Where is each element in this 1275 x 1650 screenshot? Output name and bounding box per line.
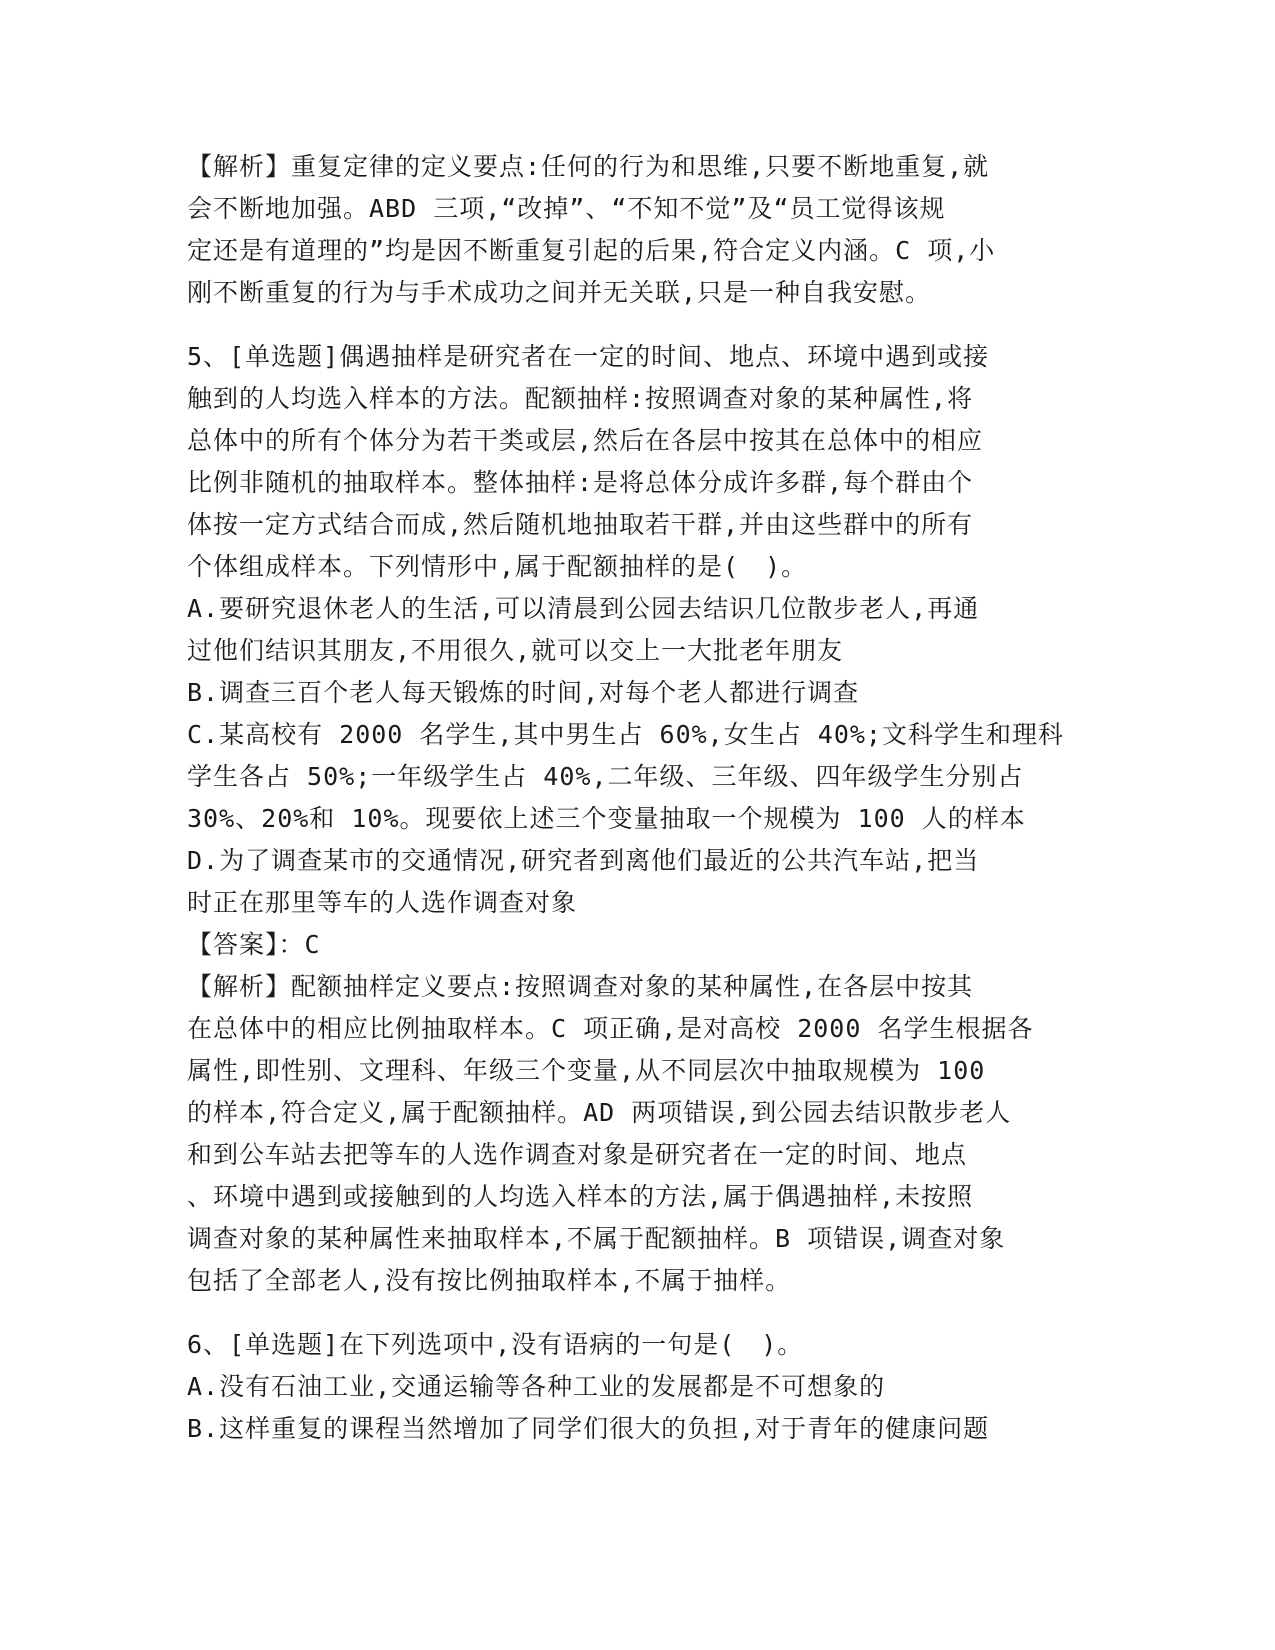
option-line: B.调查三百个老人每天锻炼的时间,对每个老人都进行调查 — [187, 678, 860, 707]
prev-analysis-line: 【解析】重复定律的定义要点:任何的行为和思维,只要不断地重复,就 — [187, 152, 990, 181]
prev-analysis-line: 会不断地加强。ABD 三项,“改掉”、“不知不觉”及“员工觉得该规 — [187, 194, 946, 223]
analysis-line: 包括了全部老人,没有按比例抽取样本,不属于抽样。 — [187, 1266, 792, 1295]
option-d — [187, 840, 1087, 924]
question-stem-line: 6、[单选题]在下列选项中,没有语病的一句是( )。 — [187, 1330, 804, 1359]
question-5-stem — [187, 336, 1087, 588]
page-content — [187, 146, 1087, 1450]
prev-analysis-line: 刚不断重复的行为与手术成功之间并无关联,只是一种自我安慰。 — [187, 278, 932, 307]
prev-analysis-block — [187, 146, 1087, 314]
option-line: 过他们结识其朋友,不用很久,就可以交上一大批老年朋友 — [187, 636, 844, 665]
paragraph-gap — [187, 1302, 1087, 1324]
analysis-line: 调查对象的某种属性来抽取样本,不属于配额抽样。B 项错误,调查对象 — [187, 1224, 1006, 1253]
option-a — [187, 588, 1087, 672]
option-b — [187, 672, 1087, 714]
analysis-line: 在总体中的相应比例抽取样本。C 项正确,是对高校 2000 名学生根据各 — [187, 1014, 1034, 1043]
question-5 — [187, 336, 1087, 1302]
option-b: B.这样重复的课程当然增加了同学们很大的负担,对于青年的健康问题 — [187, 1414, 990, 1443]
analysis-line: 的样本,符合定义,属于配额抽样。AD 两项错误,到公园去结识散步老人 — [187, 1098, 1012, 1127]
paragraph-gap — [187, 314, 1087, 336]
question-5-analysis — [187, 966, 1087, 1302]
question-stem-line: 个体组成样本。下列情形中,属于配额抽样的是( )。 — [187, 552, 808, 581]
analysis-line: 【解析】配额抽样定义要点:按照调查对象的某种属性,在各层中按其 — [187, 972, 974, 1001]
option-line: 30%、20%和 10%。现要依上述三个变量抽取一个规模为 100 人的样本 — [187, 804, 1026, 833]
question-stem-line: 体按一定方式结合而成,然后随机地抽取若干群,并由这些群中的所有 — [187, 510, 974, 539]
option-line: D.为了调查某市的交通情况,研究者到离他们最近的公共汽车站,把当 — [187, 846, 980, 875]
question-6 — [187, 1324, 1087, 1450]
option-line: 学生各占 50%;一年级学生占 40%,二年级、三年级、四年级学生分别占 — [187, 762, 1024, 791]
option-line: C.某高校有 2000 名学生,其中男生占 60%,女生占 40%;文科学生和理科 — [187, 720, 1064, 749]
prev-analysis-line: 定还是有道理的”均是因不断重复引起的后果,符合定义内涵。C 项,小 — [187, 236, 996, 265]
option-line: A.要研究退休老人的生活,可以清晨到公园去结识几位散步老人,再通 — [187, 594, 980, 623]
question-stem-line: 触到的人均选入样本的方法。配额抽样:按照调查对象的某种属性,将 — [187, 384, 974, 413]
question-stem-line: 总体中的所有个体分为若干类或层,然后在各层中按其在总体中的相应 — [187, 426, 984, 455]
answer-line: 【答案】：C — [187, 930, 321, 959]
option-line: 时正在那里等车的人选作调查对象 — [187, 888, 578, 917]
question-stem-line: 比例非随机的抽取样本。整体抽样:是将总体分成许多群,每个群由个 — [187, 468, 974, 497]
analysis-line: 、环境中遇到或接触到的人均选入样本的方法,属于偶遇抽样,未按照 — [187, 1182, 974, 1211]
analysis-line: 属性,即性别、文理科、年级三个变量,从不同层次中抽取规模为 100 — [187, 1056, 986, 1085]
option-a: A.没有石油工业,交通运输等各种工业的发展都是不可想象的 — [187, 1372, 886, 1401]
option-c — [187, 714, 1087, 840]
question-stem-line: 5、[单选题]偶遇抽样是研究者在一定的时间、地点、环境中遇到或接 — [187, 342, 990, 371]
analysis-line: 和到公车站去把等车的人选作调查对象是研究者在一定的时间、地点 — [187, 1140, 968, 1169]
